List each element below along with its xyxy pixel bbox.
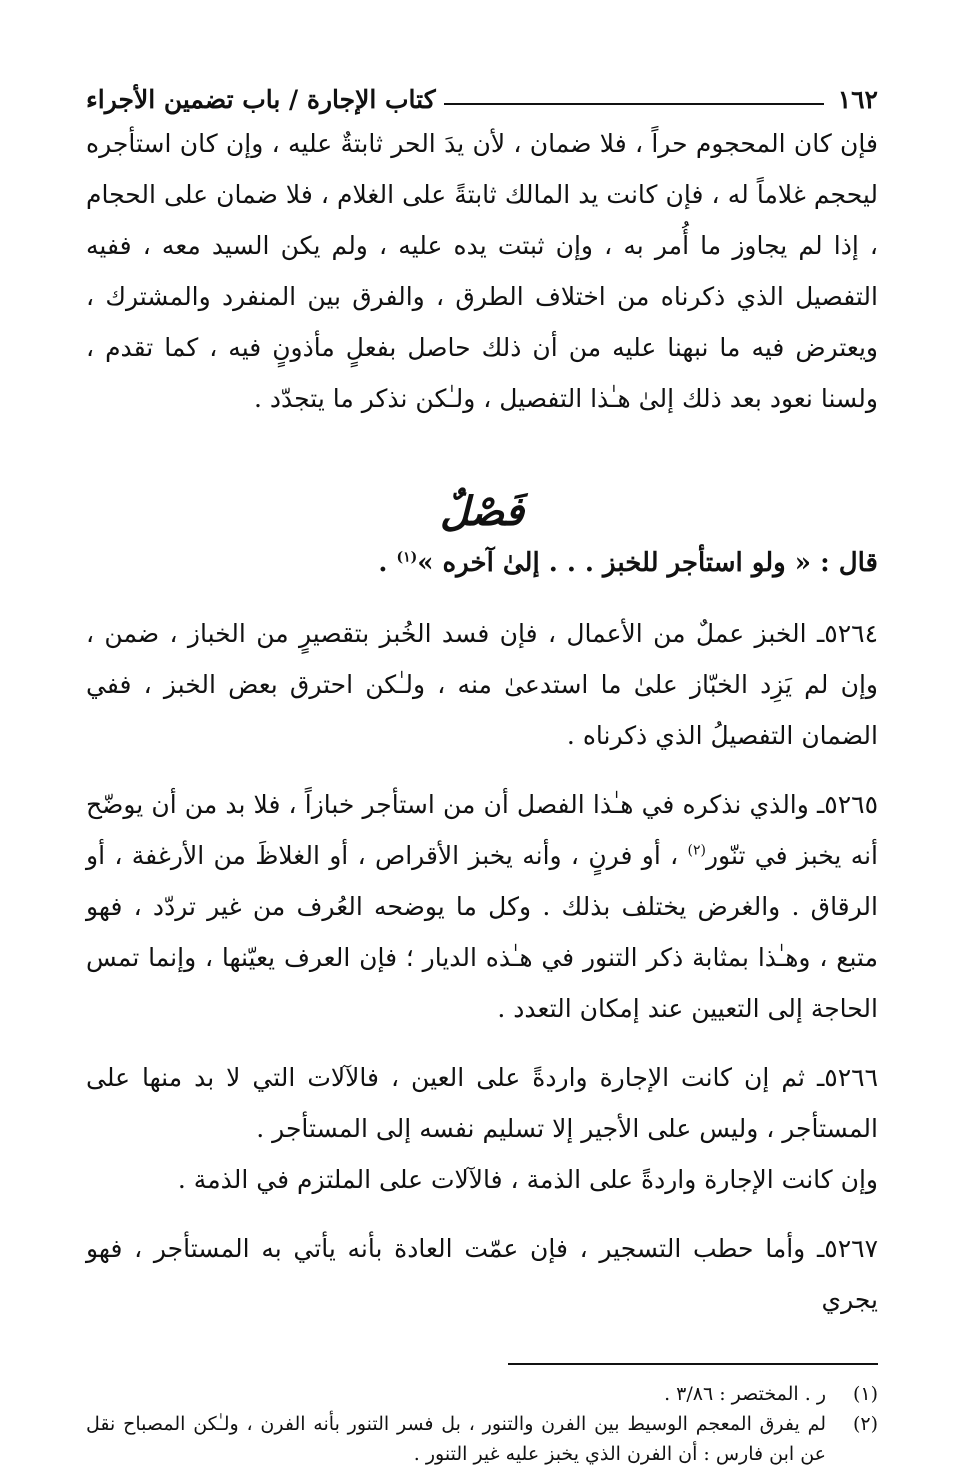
paragraph-5265: [86, 779, 878, 1034]
paragraph-5266: ٥٢٦٦ـ ثم إن كانت الإجارة واردةً على العين ، فالآلات التي لا بد منها على المستأجر ، وليس على الأجير إلا تسليم نفسه إلى المستأجر .: [86, 1063, 878, 1143]
book-page: [86, 70, 879, 1465]
paragraph-5265-part-a: ٥٢٦٥ـ والذي نذكره في هـٰذا الفصل أن من استأجر خبازاً ، فلا بد من أن يوضّح أنه يخبز في تنّور: [86, 790, 879, 870]
footnote-number: (١): [852, 1383, 878, 1405]
paragraph-5264: ٥٢٦٤ـ الخبز عملٌ من الأعمال ، فإن فسد الخُبز بتقصيرٍ من الخباز ، ضمن ، وإن لم يَزِد الخبّاز علىٰ ما استدعىٰ منه ، ولـٰكن احترق بعض الخبز ، ففي الضمان التفصيلُ الذي ذكرناه .: [86, 619, 878, 750]
header-rule: [444, 103, 824, 105]
footnote-text: لم يفرق المعجم الوسيط بين الفرن والتنور ، بل فسر التنور بأنه الفرن ، ولـٰكن المصباح نقل عن ابن فارس : أن الفرن الذي يخبز عليه غير التنور .: [86, 1413, 826, 1465]
footnote-1: [86, 1379, 878, 1409]
paragraph-5267: ٥٢٦٧ـ وأما حطب التسجير ، فإن عمّت العادة بأنه يأتي به المستأجر ، فهو يجري: [86, 1234, 878, 1314]
section-ornament-heading: فَصْلٌ: [439, 488, 525, 535]
quoted-text: قال : « ولو استأجر للخبز . . . إلىٰ آخره »: [417, 548, 878, 578]
paragraph-5266-continued: وإن كانت الإجارة واردةً على الذمة ، فالآلات على الملتزم في الذمة .: [177, 1165, 878, 1194]
quoted-text-heading: [86, 542, 878, 584]
chapter-title: كتاب الإجارة / باب تضمين الأجراء: [86, 85, 436, 114]
paragraph-continued: فإن كان المحجوم حراً ، فلا ضمان ، لأن يدَ الحر ثابتةٌ عليه ، وإن كان استأجره ليحجم غلاماً له ، فإن كانت يد المالك ثابتةً على الغلام ، فلا ضمان على الحجام ، إذا لم يجاوز ما أُمر به ، وإن ثبتت يده عليه ، ولم يكن السيد معه ، ففيه التفصيل الذي ذكرناه من اختلاف الطرق ، والفرق بين المنفرد والمشترك ، ويعترض فيه ما نبهنا عليه من أن ذلك حاصل بفعلٍ مأذونٍ فيه ، كما تقدم ، ولسنا نعود بعد ذلك إلىٰ هـٰذا التفصيل ، ولـٰكن نذكر ما يتجدّد .: [86, 129, 878, 413]
footnote-separator: [508, 1363, 878, 1365]
footnote-ref-1[interactable]: (١): [396, 549, 418, 566]
footnote-2: [86, 1409, 878, 1469]
running-header: [86, 70, 878, 114]
footnote-text: ر . المختصر : ٣/٨٦ .: [664, 1383, 826, 1405]
footnote-ref-2[interactable]: (٢): [687, 842, 706, 859]
paragraph-5265-part-b: ، أو فرنٍ ، وأنه يخبز الأقراص ، أو الغلاظَ من الأرغفة ، أو الرقاق . والغرض يختلف بذلك . وكل ما يوضحه العُرف من غير تردّد ، فهو متبع ، وهـٰذا بمثابة ذكر التنور في هـٰذه الديار ؛ فإن العرف يعيّنها ، وإنما تمس الحاجة إلى التعيين عند إمكان التعدد .: [86, 841, 878, 1023]
quoted-text-end: .: [378, 548, 397, 578]
footnote-number: (٢): [852, 1413, 878, 1435]
page-number: ١٦٢: [837, 85, 878, 114]
